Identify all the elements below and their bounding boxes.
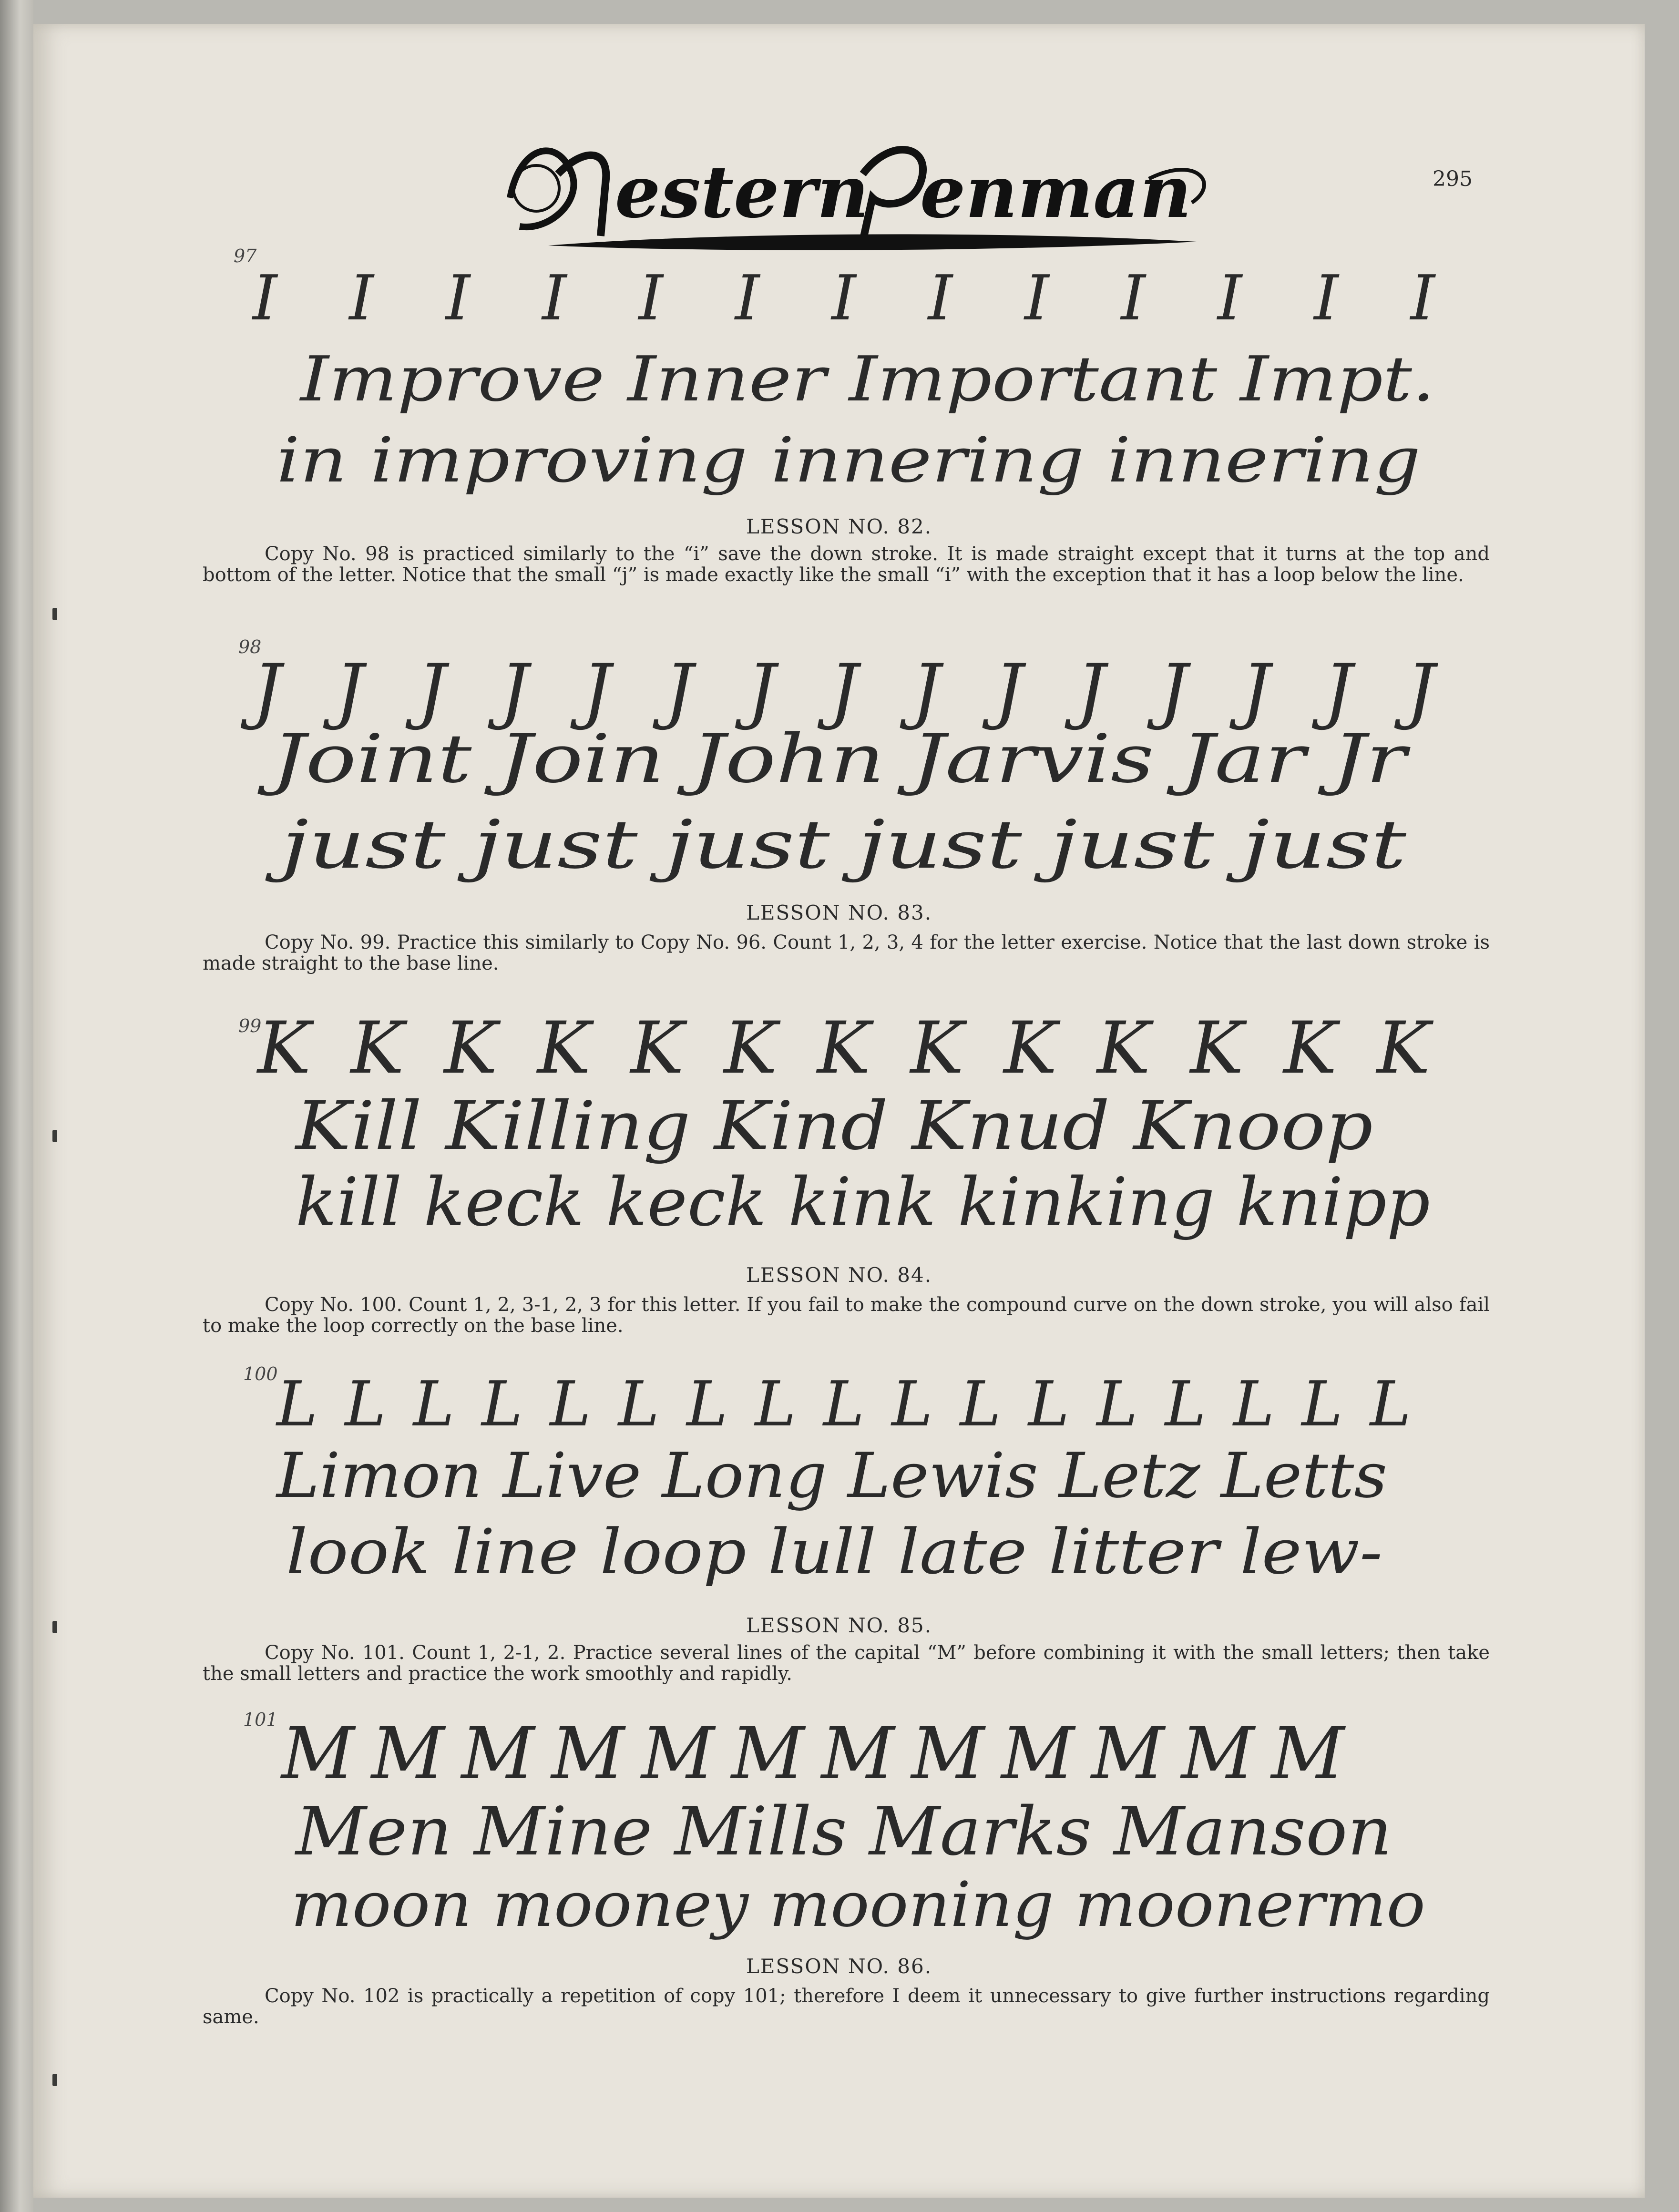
script-text: L L L L L L L L L L L L L L L L L [276, 1368, 1411, 1440]
lesson-paragraph: Copy No. 99. Practice this similarly to Copy No. 96. Count 1, 2, 3, 4 for the letter exercise. Notice that the last down stroke is made straight to the base line. [203, 932, 1490, 974]
lesson-title: LESSON NO. 86. [746, 1955, 932, 1978]
script-text: Improve Inner Important Impt. [299, 343, 1435, 415]
script-line [243, 806, 1464, 891]
script-line [243, 262, 1464, 338]
lesson-title: LESSON NO. 85. [746, 1614, 932, 1637]
masthead-logo-art [491, 117, 1235, 260]
script-line [243, 1712, 1464, 1795]
copy-number: 101 [243, 1709, 278, 1730]
lesson-paragraph: Copy No. 98 is practiced similarly to the “i” save the down stroke. It is made straight except that it turns at the top and bottom of the letter. Notice that the small “j” is made exactly like the small “i” with the exception that it has a loop below the line. [203, 543, 1490, 586]
script-line [243, 343, 1464, 424]
lesson-text [203, 1294, 1490, 1336]
script-text: Kill Killing Kind Knud Knoop [294, 1087, 1373, 1165]
script-line [243, 1087, 1464, 1168]
lesson-title: LESSON NO. 82. [746, 515, 932, 538]
script-line [243, 1868, 1464, 1950]
binding-mark [52, 1130, 57, 1142]
copy-number: 97 [234, 246, 257, 266]
script-line [243, 424, 1464, 505]
lesson-paragraph: Copy No. 100. Count 1, 2, 3-1, 2, 3 for this letter. If you fail to make the compound curve on the down stroke, you will also fail to make the loop correctly on the base line. [203, 1294, 1490, 1337]
svg-text:enman: enman [920, 150, 1192, 234]
copy-number: 98 [238, 636, 262, 657]
left-page-edge [0, 0, 33, 2212]
script-text: in improving innering innering [276, 424, 1421, 496]
script-line [243, 1368, 1464, 1444]
binding-mark [52, 608, 57, 620]
script-line [243, 1007, 1464, 1090]
script-text: Joint Join John Jarvis Jar Jr [257, 720, 1411, 798]
svg-text:estern: estern [615, 150, 869, 234]
script-line [243, 1164, 1464, 1249]
script-text: Limon Live Long Lewis Letz Letts [275, 1439, 1387, 1512]
script-text: moon mooney mooning moonermo [291, 1868, 1425, 1941]
lesson-text [203, 543, 1490, 585]
lesson-paragraph: Copy No. 101. Count 1, 2-1, 2. Practice several lines of the capital “M” before combining it with the small letters; then take the small letters and practice the work smoothly and rapidly. [203, 1642, 1490, 1685]
lesson-title: LESSON NO. 83. [746, 901, 932, 924]
page-number: 295 [1433, 167, 1473, 191]
copy-number: 100 [243, 1363, 278, 1384]
script-line [243, 1793, 1464, 1874]
script-line [243, 649, 1464, 732]
lesson-text [203, 932, 1490, 974]
script-text: look line loop lull late litter lew- [286, 1516, 1382, 1588]
script-line [243, 720, 1464, 801]
lesson-text [203, 1642, 1490, 1684]
binding-mark [52, 2074, 57, 2086]
lesson-paragraph: Copy No. 102 is practically a repetition of copy 101; therefore I deem it unnecessary to give further instructions regarding same. [203, 1985, 1490, 2028]
script-line [243, 1516, 1464, 1592]
copy-number: 99 [238, 1015, 262, 1036]
script-text: J J J J J J J J J J J J J J J [253, 649, 1435, 732]
script-line [243, 1440, 1464, 1516]
page [33, 24, 1645, 2198]
lesson-text [203, 1986, 1490, 2028]
script-text: just just just just just just [265, 806, 1407, 884]
script-text: M M M M M M M M M M M M [281, 1712, 1344, 1795]
script-text: K K K K K K K K K K K K K [257, 1007, 1430, 1090]
script-text: kill keck keck kink kinking knipp [296, 1164, 1430, 1241]
script-text: I I I I I I I I I I I I I [253, 262, 1435, 334]
masthead-logo [491, 117, 1235, 260]
script-text: Men Mine Mills Marks Manson [294, 1793, 1392, 1871]
lesson-title: LESSON NO. 84. [746, 1263, 932, 1287]
